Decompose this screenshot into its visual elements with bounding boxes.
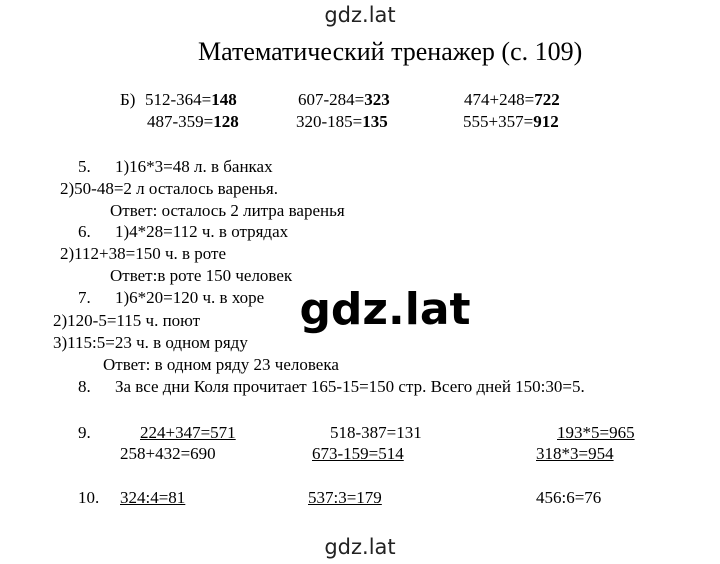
task-6-answer: Ответ:в роте 150 человек bbox=[110, 266, 293, 285]
task-9-r2c2: 673-159=514 bbox=[312, 444, 404, 463]
result: 912 bbox=[533, 112, 559, 131]
expression: 512-364= bbox=[145, 90, 212, 109]
task-7-answer: Ответ: в одном ряду 23 человека bbox=[103, 355, 339, 374]
task-10-number: 10. bbox=[78, 488, 100, 507]
task-5-number: 5. bbox=[78, 157, 91, 176]
task-9-r1c3: 193*5=965 bbox=[557, 423, 635, 442]
expression: 474+248= bbox=[464, 90, 535, 109]
expression: 320-185= bbox=[296, 112, 363, 131]
task-8-number: 8. bbox=[78, 377, 91, 396]
expression: 555+357= bbox=[463, 112, 534, 131]
result: 135 bbox=[362, 112, 388, 131]
task-7-number: 7. bbox=[78, 288, 91, 307]
task-7-step-2: 2)120-5=115 ч. поют bbox=[53, 311, 201, 330]
result: 148 bbox=[211, 90, 237, 109]
result: 128 bbox=[213, 112, 239, 131]
task-9-number: 9. bbox=[78, 423, 91, 442]
task-10-item-2: 537:3=179 bbox=[308, 488, 382, 507]
result: 323 bbox=[364, 90, 390, 109]
task-9-r1c1: 224+347=571 bbox=[140, 423, 236, 442]
expression: 607-284= bbox=[298, 90, 365, 109]
result: 722 bbox=[534, 90, 560, 109]
section-b-label: Б) bbox=[120, 90, 136, 109]
task-10-item-3: 456:6=76 bbox=[536, 488, 602, 507]
section-b-r1c3 bbox=[464, 90, 560, 110]
section-b-r2c3 bbox=[463, 112, 559, 132]
task-9-r2c3: 318*3=954 bbox=[536, 444, 614, 463]
watermark-bottom: gdz.lat bbox=[324, 535, 396, 559]
task-6-step-1: 1)4*28=112 ч. в отрядах bbox=[115, 222, 289, 241]
expression: 487-359= bbox=[147, 112, 214, 131]
watermark-top: gdz.lat bbox=[324, 3, 396, 27]
task-6-number: 6. bbox=[78, 222, 91, 241]
page-title: Математический тренажер (с. 109) bbox=[198, 37, 583, 66]
task-8-text: За все дни Коля прочитает 165-15=150 стр. Всего дней 150:30=5. bbox=[115, 377, 585, 396]
section-b-r2c2 bbox=[296, 112, 388, 132]
section-b-r1c2 bbox=[298, 90, 390, 110]
section-b-r1c1 bbox=[145, 90, 237, 110]
watermark-center: gdz.lat bbox=[299, 284, 471, 335]
task-9-r1c2: 518-387=131 bbox=[330, 423, 422, 442]
task-10-item-1: 324:4=81 bbox=[120, 488, 186, 507]
task-7-step-1: 1)6*20=120 ч. в хоре bbox=[115, 288, 265, 307]
task-5-answer: Ответ: осталось 2 литра варенья bbox=[110, 201, 345, 220]
task-6-step-2: 2)112+38=150 ч. в роте bbox=[60, 244, 227, 263]
task-7-step-3: 3)115:5=23 ч. в одном ряду bbox=[53, 333, 248, 352]
task-5-step-1: 1)16*3=48 л. в банках bbox=[115, 157, 273, 176]
task-9-r2c1: 258+432=690 bbox=[120, 444, 216, 463]
section-b-r2c1 bbox=[147, 112, 239, 132]
task-5-step-2: 2)50-48=2 л осталось варенья. bbox=[60, 179, 278, 198]
